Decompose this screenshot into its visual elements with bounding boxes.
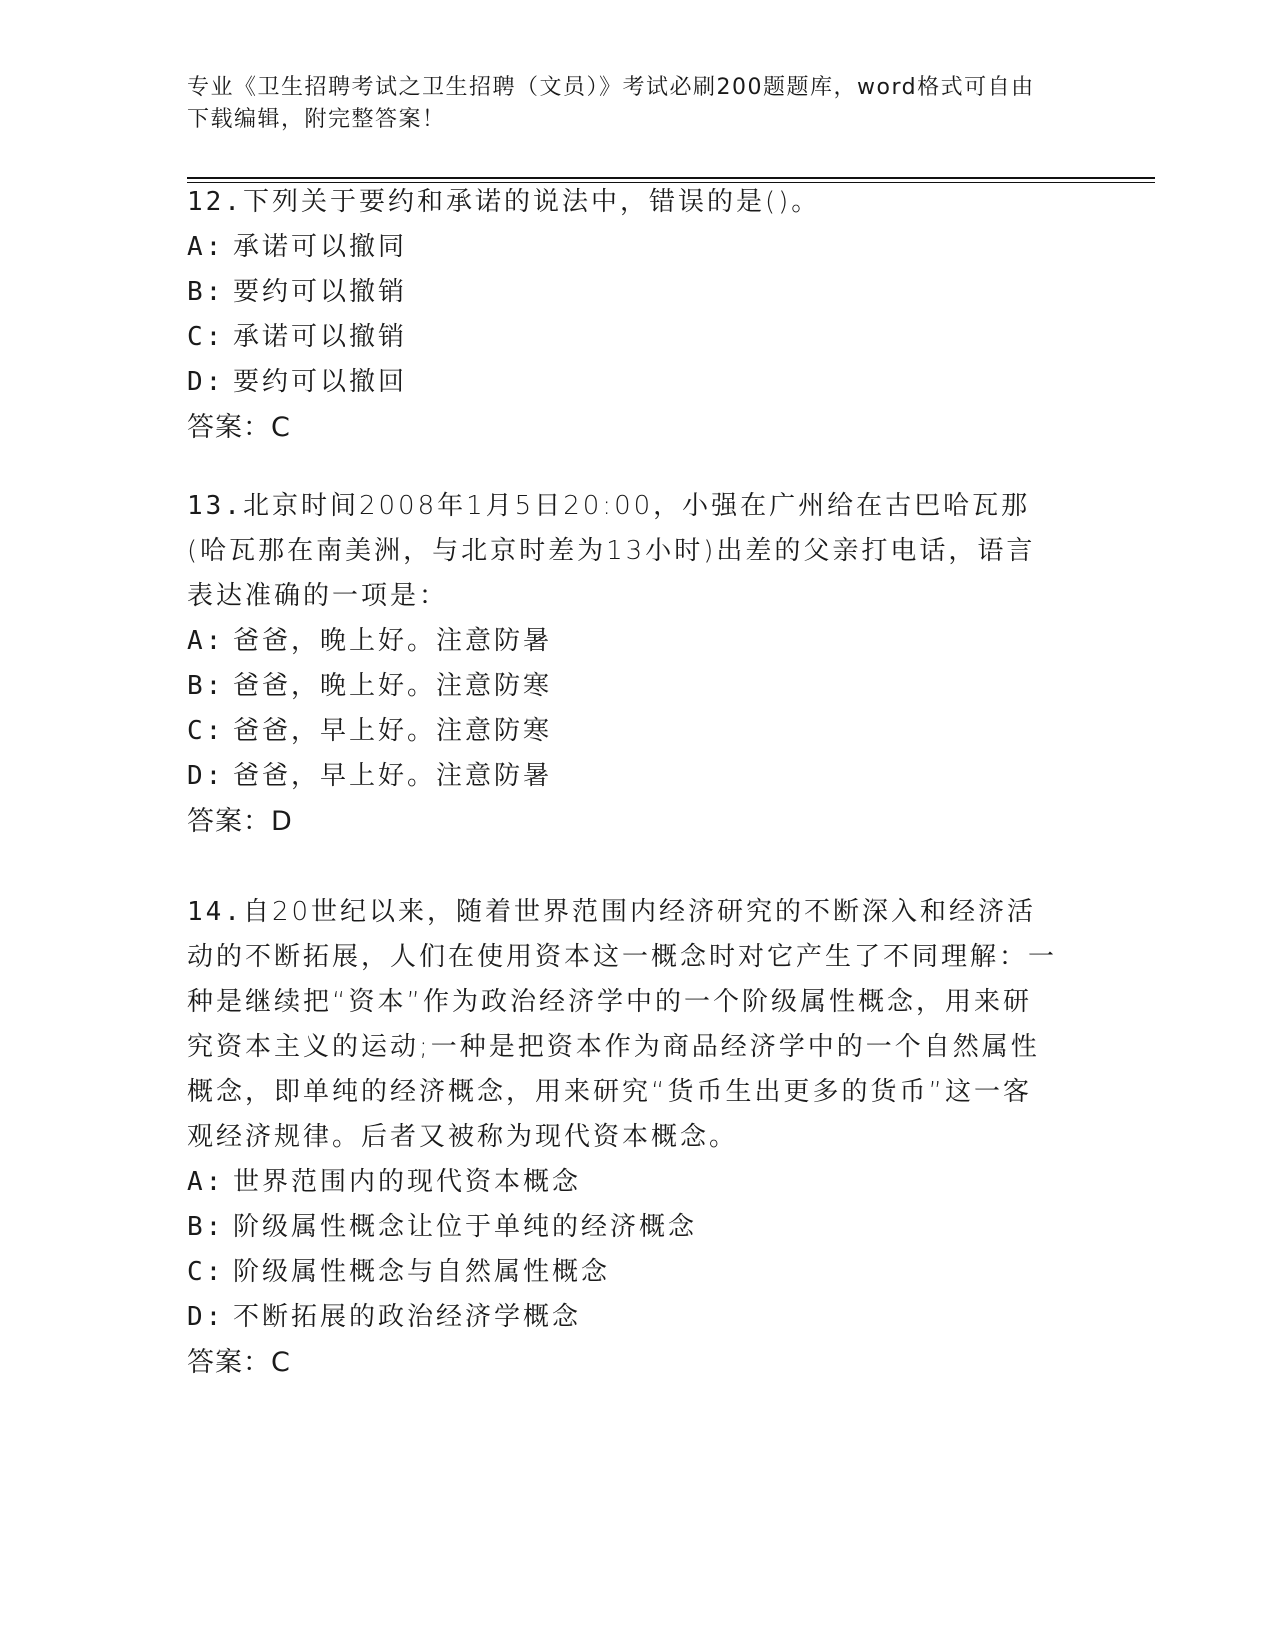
option-key: C: <box>187 322 225 352</box>
question-stem <box>187 180 1057 225</box>
option-c <box>187 315 1057 360</box>
option-key: D: <box>187 1302 225 1332</box>
answer-label: 答案： <box>187 412 271 443</box>
header-divider-thick <box>187 177 1155 179</box>
question-number: 12. <box>187 187 243 217</box>
question-stem <box>187 484 1057 619</box>
question-14 <box>187 890 1057 1385</box>
option-a <box>187 619 1057 664</box>
option-text: 承诺可以撤同 <box>233 232 408 262</box>
option-text: 爸爸，早上好。注意防暑 <box>233 761 553 791</box>
option-d <box>187 360 1057 405</box>
question-stem <box>187 890 1057 1160</box>
answer-value: C <box>271 412 291 443</box>
option-c <box>187 1250 1057 1295</box>
option-text: 阶级属性概念与自然属性概念 <box>233 1257 611 1287</box>
option-key: A: <box>187 232 225 262</box>
question-number: 14. <box>187 897 243 927</box>
question-number: 13. <box>187 491 243 521</box>
answer-line <box>187 1340 1057 1385</box>
document-header-note: 专业《卫生招聘考试之卫生招聘（文员）》考试必刷200题题库，word格式可自由下载编辑，附完整答案！ <box>187 75 1035 132</box>
option-c <box>187 709 1057 754</box>
question-text: 下列关于要约和承诺的说法中，错误的是()。 <box>242 187 821 217</box>
option-text: 爸爸，晚上好。注意防寒 <box>233 671 553 701</box>
question-13 <box>187 484 1057 844</box>
option-b <box>187 270 1057 315</box>
question-text: 自20世纪以来，随着世界范围内经济研究的不断深入和经济活动的不断拓展，人们在使用资本这一概念时对它产生了不同理解：一种是继续把“资本”作为政治经济学中的一个阶级属性概念，用来研究资本主义的运动;一种是把资本作为商品经济学中的一个自然属性概念，即单纯的经济概念，用来研究“货币生出更多的货币”这一客观经济规律。后者又被称为现代资本概念。 <box>187 897 1058 1152</box>
question-12 <box>187 180 1057 450</box>
option-text: 要约可以撤回 <box>233 367 408 397</box>
option-text: 要约可以撤销 <box>233 277 408 307</box>
answer-line <box>187 799 1057 844</box>
option-text: 爸爸，早上好。注意防寒 <box>233 716 553 746</box>
option-key: C: <box>187 716 225 746</box>
option-b <box>187 1205 1057 1250</box>
option-d <box>187 1295 1057 1340</box>
option-key: C: <box>187 1257 225 1287</box>
option-text: 世界范围内的现代资本概念 <box>233 1167 582 1197</box>
option-text: 承诺可以撤销 <box>233 322 408 352</box>
answer-value: C <box>271 1347 291 1378</box>
option-key: B: <box>187 1212 225 1242</box>
option-text: 不断拓展的政治经济学概念 <box>233 1302 582 1332</box>
option-key: A: <box>187 626 225 656</box>
option-b <box>187 664 1057 709</box>
answer-label: 答案： <box>187 1347 271 1378</box>
question-text: 北京时间2008年1月5日20:00，小强在广州给在古巴哈瓦那(哈瓦那在南美洲，与北京时差为13小时)出差的父亲打电话，语言表达准确的一项是： <box>187 491 1036 611</box>
option-text: 爸爸，晚上好。注意防暑 <box>233 626 553 656</box>
option-d <box>187 754 1057 799</box>
option-key: D: <box>187 367 225 397</box>
option-key: D: <box>187 761 225 791</box>
answer-line <box>187 405 1057 450</box>
answer-label: 答案： <box>187 806 271 837</box>
option-key: A: <box>187 1167 225 1197</box>
option-text: 阶级属性概念让位于单纯的经济概念 <box>233 1212 698 1242</box>
option-key: B: <box>187 277 225 307</box>
option-key: B: <box>187 671 225 701</box>
option-a <box>187 1160 1057 1205</box>
answer-value: D <box>271 806 293 837</box>
option-a <box>187 225 1057 270</box>
